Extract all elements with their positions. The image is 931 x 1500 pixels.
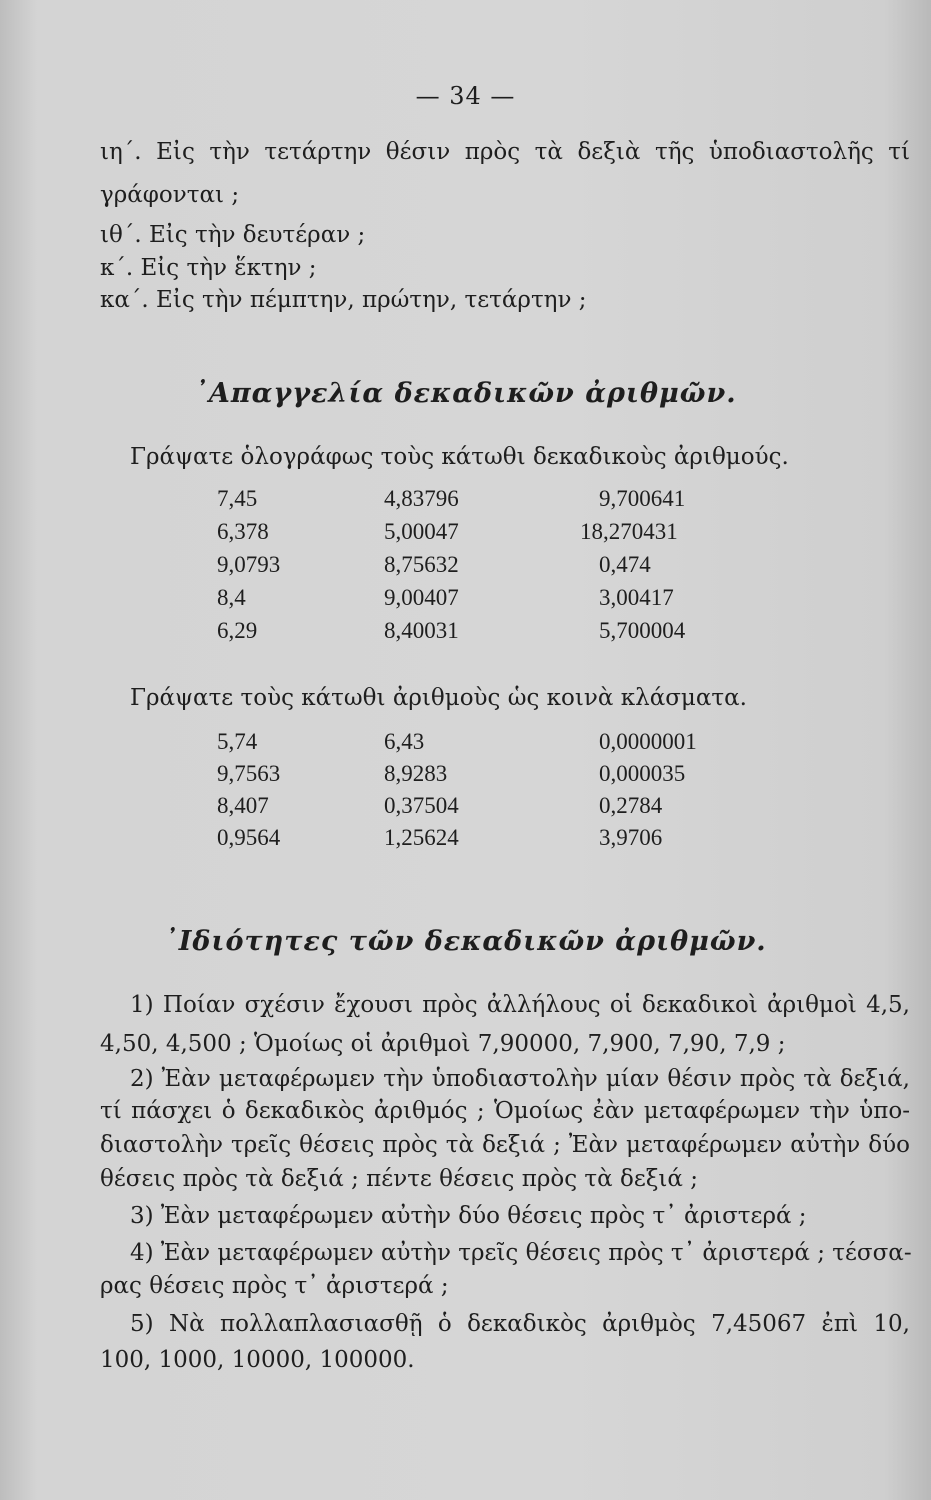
exercise-4: 4) Ἐὰν μεταφέρωμεν αὐτὴν τρεῖς θέσεις πρὸς τ᾿ ἀριστερά ; τέσσα- bbox=[130, 1240, 912, 1266]
table-row bbox=[0, 550, 931, 580]
exercise-2-cont-3: θέσεις πρὸς τὰ δεξιά ; πέντε θέσεις πρὸς τὰ δεξιά ; bbox=[100, 1166, 699, 1192]
table-cell: 0,9564 bbox=[217, 825, 281, 850]
table-cell: 1,25624 bbox=[384, 825, 459, 850]
table-cell: 0,474 bbox=[599, 552, 651, 577]
table-cell: 8,4 bbox=[217, 585, 246, 610]
table-cell: 5,00047 bbox=[384, 519, 459, 544]
table-cell: 9,00407 bbox=[384, 585, 459, 610]
table-row bbox=[0, 791, 931, 821]
table-row bbox=[0, 727, 931, 757]
section-heading-reading: ᾿Απαγγελία δεκαδικῶν ἀριθμῶν. bbox=[194, 378, 737, 409]
question-18-cont: γράφονται ; bbox=[100, 182, 240, 208]
table-cell: 5,74 bbox=[217, 729, 258, 754]
question-18: ιη΄. Εἰς τὴν τετάρτην θέσιν πρὸς τὰ δεξιὰ τῆς ὑποδιαστολῆς τί bbox=[100, 139, 910, 165]
exercise-1-cont: 4,50, 4,500 ; Ὁμοίως οἱ ἀριθμοὶ 7,90000, 7,900, 7,90, 7,9 ; bbox=[100, 1031, 786, 1057]
question-20: κ΄. Εἰς τὴν ἕκτην ; bbox=[100, 255, 317, 281]
table-cell: 3,9706 bbox=[599, 825, 663, 850]
table-cell: 9,700641 bbox=[599, 486, 686, 511]
table-cell: 5,700004 bbox=[599, 618, 686, 643]
exercise-4-cont: ρας θέσεις πρὸς τ᾿ ἀριστερά ; bbox=[100, 1273, 449, 1299]
instruction-write-out: Γράψατε ὁλογράφως τοὺς κάτωθι δεκαδικοὺς ἀριθμούς. bbox=[130, 444, 789, 470]
table-row bbox=[0, 759, 931, 789]
table-cell: 6,29 bbox=[217, 618, 258, 643]
table-cell: 9,7563 bbox=[217, 761, 281, 786]
exercise-5-cont: 100, 1000, 10000, 100000. bbox=[100, 1347, 415, 1373]
exercise-2-cont-1: τί πάσχει ὁ δεκαδικὸς ἀριθμός ; Ὁμοίως ἐὰν μεταφέρωμεν τὴν ὑπο- bbox=[100, 1098, 910, 1124]
exercise-5: 5) Νὰ πολλαπλασιασθῇ ὁ δεκαδικὸς ἀριθμὸς 7,45067 ἐπὶ 10, bbox=[130, 1311, 910, 1337]
table-cell: 4,83796 bbox=[384, 486, 459, 511]
table-row bbox=[0, 484, 931, 514]
table-row bbox=[0, 583, 931, 613]
exercise-1: 1) Ποίαν σχέσιν ἔχουσι πρὸς ἀλλήλους οἱ δεκαδικοὶ ἀριθμοὶ 4,5, bbox=[130, 992, 910, 1018]
section-heading-properties: ᾿Ιδιότητες τῶν δεκαδικῶν ἀριθμῶν. bbox=[164, 926, 767, 957]
instruction-fractions: Γράψατε τοὺς κάτωθι ἀριθμοὺς ὡς κοινὰ κλάσματα. bbox=[130, 685, 747, 711]
table-cell: 7,45 bbox=[217, 486, 258, 511]
question-21: κα΄. Εἰς τὴν πέμπτην, πρώτην, τετάρτην ; bbox=[100, 287, 587, 313]
table-cell: 0,37504 bbox=[384, 793, 459, 818]
table-cell: 8,9283 bbox=[384, 761, 448, 786]
table-row bbox=[0, 517, 931, 547]
table-cell: 6,378 bbox=[217, 519, 269, 544]
table-cell: 0,2784 bbox=[599, 793, 663, 818]
exercise-2: 2) Ἐὰν μεταφέρωμεν τὴν ὑποδιαστολὴν μίαν θέσιν πρὸς τὰ δεξιά, bbox=[130, 1066, 910, 1092]
table-cell: 6,43 bbox=[384, 729, 425, 754]
table-cell: 18,270431 bbox=[580, 519, 678, 544]
table-cell: 0,0000001 bbox=[599, 729, 697, 754]
question-19: ιθ΄. Εἰς τὴν δευτέραν ; bbox=[100, 222, 366, 248]
table-cell: 8,407 bbox=[217, 793, 269, 818]
exercise-3: 3) Ἐὰν μεταφέρωμεν αὐτὴν δύο θέσεις πρὸς τ᾿ ἀριστερά ; bbox=[130, 1203, 807, 1229]
table-cell: 8,40031 bbox=[384, 618, 459, 643]
exercise-2-cont-2: διαστολὴν τρεῖς θέσεις πρὸς τὰ δεξιά ; Ἐὰν μεταφέρωμεν αὐτὴν δύο bbox=[100, 1132, 910, 1158]
table-cell: 8,75632 bbox=[384, 552, 459, 577]
table-row bbox=[0, 616, 931, 646]
table-cell: 9,0793 bbox=[217, 552, 281, 577]
page-number: — 34 — bbox=[415, 82, 516, 110]
table-cell: 0,000035 bbox=[599, 761, 686, 786]
table-cell: 3,00417 bbox=[599, 585, 674, 610]
table-row bbox=[0, 823, 931, 853]
